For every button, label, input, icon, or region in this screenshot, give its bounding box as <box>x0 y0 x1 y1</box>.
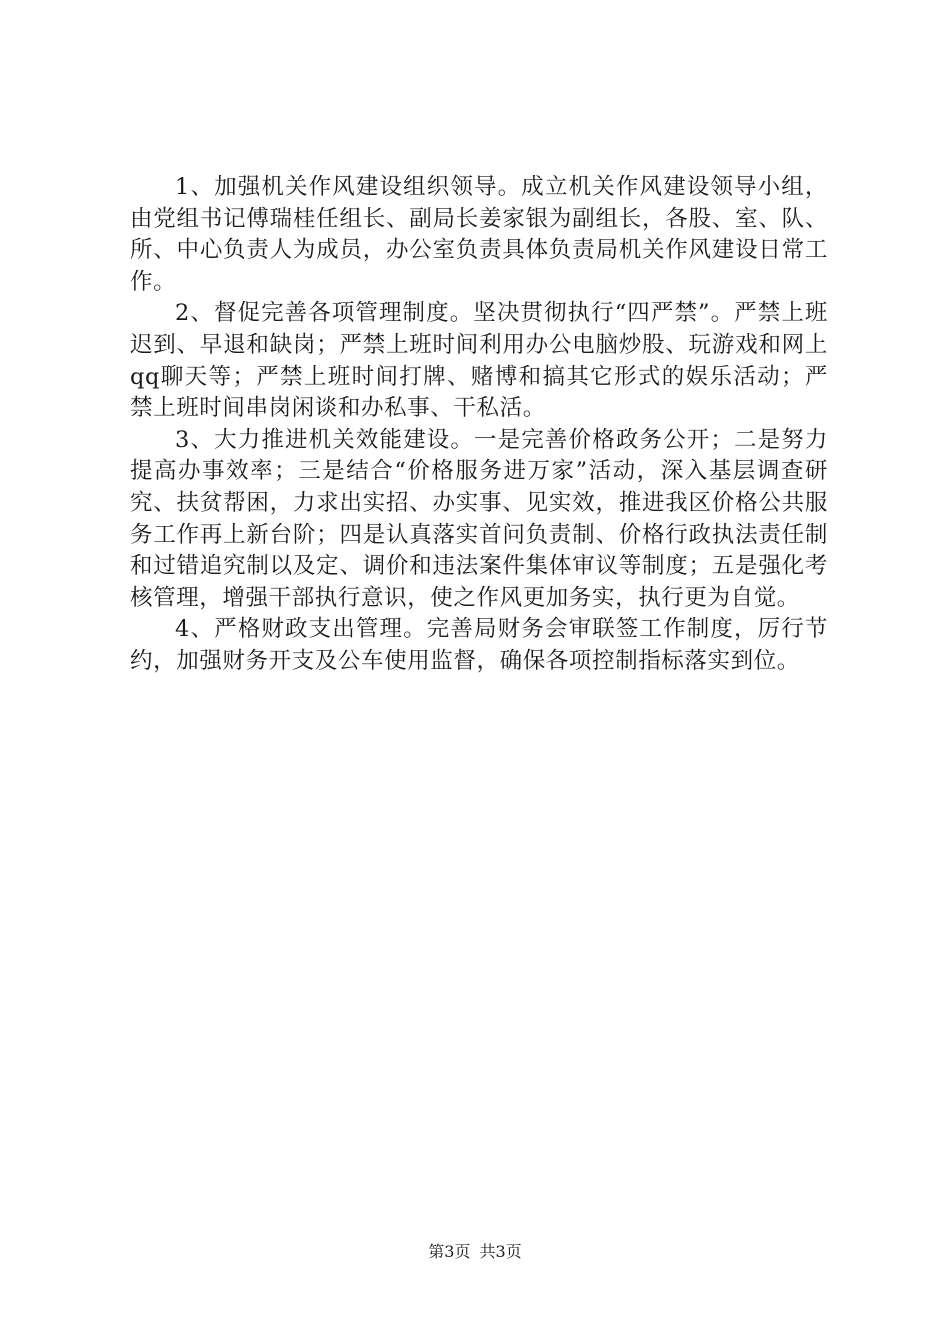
paragraph-3: 3、大力推进机关效能建设。一是完善价格政务公开；二是努力提高办事效率；三是结合“价格服务进万家”活动，深入基层调查研究、扶贫帮困，力求出实招、办实事、见实效，推进我区价格公共服务工作再上新台阶；四是认真落实首问负责制、价格行政执法责任制和过错追究制以及定、调价和违法案件集体审议等制度；五是强化考核管理，增强干部执行意识，使之作风更加务实，执行更为自觉。 <box>130 426 828 611</box>
page-number: 第3页 <box>428 1242 471 1261</box>
paragraph-4: 4、严格财政支出管理。完善局财务会审联签工作制度，厉行节约，加强财务开支及公车使用监督，确保各项控制指标落实到位。 <box>130 616 828 674</box>
paragraph-1: 1、加强机关作风建设组织领导。成立机关作风建设领导小组，由党组书记傅瑞桂任组长、副局长姜家银为副组长，各股、室、队、所、中心负责人为成员，办公室负责具体负责局机关作风建设日常工作。 <box>130 174 828 295</box>
page-total: 共3页 <box>479 1242 522 1261</box>
document-body <box>130 172 828 678</box>
paragraph-2: 2、督促完善各项管理制度。坚决贯彻执行“四严禁”。严禁上班迟到、早退和缺岗；严禁上班时间利用办公电脑炒股、玩游戏和网上qq聊天等；严禁上班时间打牌、赌博和搞其它形式的娱乐活动；严禁上班时间串岗闲谈和办私事、干私活。 <box>130 300 828 422</box>
page-footer <box>0 1242 950 1262</box>
